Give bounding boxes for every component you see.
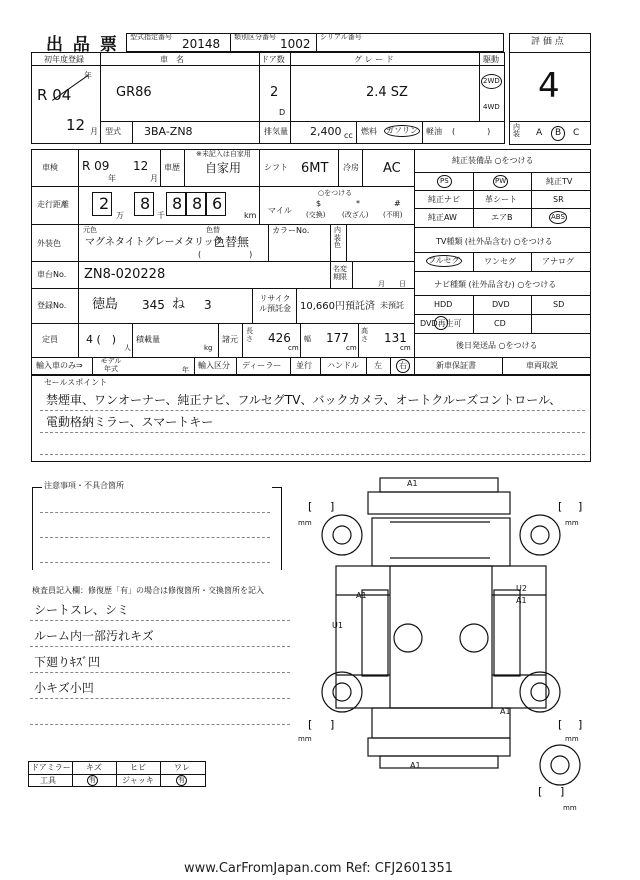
mileage-digit-2: 8: [140, 194, 151, 213]
reg-prefecture: 徳島: [92, 297, 119, 312]
handle-left: 左: [374, 361, 382, 370]
legend-tools: 工具: [40, 776, 56, 785]
dims-label: 諸元: [222, 335, 238, 344]
equip-aw: 純正AW: [428, 213, 457, 222]
tv-oneseg: ワンセグ: [484, 257, 516, 266]
inspection-month: 12: [133, 159, 149, 173]
class-no-label: 類別区分番号: [234, 33, 276, 41]
insp-year-label: 年: [108, 174, 116, 183]
inspection-label: 車検: [42, 163, 58, 172]
sales-line-1: 禁煙車、ワンオーナー、純正ナビ、フルセグTV、バックカメラ、オートクルーズコントロール、: [46, 393, 562, 407]
damage-mark-rear-bumper: A1: [410, 761, 421, 770]
equip-sr: SR: [553, 195, 564, 204]
legend-jack: ジャッキ: [122, 776, 154, 785]
model-no: 20148: [182, 37, 221, 51]
grade: 2.4 SZ: [366, 85, 408, 100]
inspector-label: 検査員記入欄：修復歴「有」の場合は修復箇所・交換箇所を記入: [32, 586, 264, 595]
tv-fullseg: フルセグ: [428, 256, 460, 265]
mileage-digit-4: 8: [192, 194, 203, 213]
recycle-amount: 10,660円預託済: [300, 301, 375, 312]
reg-kana: ね: [172, 297, 186, 312]
damage-mark-right-front-2: A1: [516, 596, 527, 605]
model-no-label: 型式指定番号: [130, 33, 172, 41]
note-line-1: シートスレ、シミ: [34, 603, 129, 617]
height: 131: [384, 331, 407, 345]
import-dealer: ディーラー: [242, 361, 282, 370]
legend-tools-yes: 有: [89, 776, 96, 784]
handle-label: ハンドル: [327, 361, 359, 370]
drive-label: 駆動: [483, 55, 499, 64]
svg-text:]: ]: [330, 500, 335, 513]
meter-tamper-sym: *: [356, 199, 360, 208]
equip-pw: PW: [493, 175, 508, 188]
month-label: 月: [90, 127, 98, 136]
fuel-gasoline: ガソリン: [386, 126, 418, 135]
class-no: 1002: [280, 37, 311, 51]
grade-label: グ レ ー ド: [354, 55, 394, 64]
capacity-unit: 人: [124, 344, 131, 352]
svg-text:]: ]: [330, 718, 335, 731]
first-reg-era: R 04: [37, 86, 72, 104]
navi-title: ナビ種類 (社外品含む) ○をつける: [434, 280, 557, 289]
meter-swap-sym: $: [316, 199, 322, 208]
legend-crack: ヒビ: [130, 763, 146, 772]
equip-navi: 純正ナビ: [428, 195, 460, 204]
reg-class: 345: [142, 298, 165, 312]
doors-type: D: [279, 108, 286, 117]
svg-text:]: ]: [560, 785, 565, 798]
length: 426: [268, 331, 291, 345]
navi-dvd: DVD: [492, 300, 510, 309]
type-label: 型式: [105, 127, 121, 136]
navi-sd: SD: [553, 300, 565, 309]
car-name-label: 車 名: [160, 55, 184, 64]
equip-ps: PS: [437, 175, 452, 188]
type: 3BA-ZN8: [144, 125, 193, 138]
sales-label: セールスポイント: [44, 378, 108, 387]
car-name: GR86: [116, 85, 152, 100]
import-label: 輸入車のみ⇒: [36, 361, 83, 370]
ac-label: 冷房: [343, 163, 359, 172]
doors-label: ドア数: [261, 55, 285, 64]
color-mid-label: 色替: [206, 226, 220, 234]
svg-text:[: [: [558, 500, 563, 513]
color-label: 外装色: [37, 239, 61, 248]
color-no-label: カラーNo.: [272, 226, 310, 235]
width: 177: [326, 331, 349, 345]
equip-tv: 純正TV: [546, 177, 573, 186]
shift-label: シフト: [264, 163, 288, 172]
later-title: 後日発送品 ○をつける: [456, 341, 538, 350]
handle-right: 右: [396, 359, 410, 373]
disp-unit: cc: [344, 131, 353, 140]
notes-label: 注意事項・不具合箇所: [44, 481, 124, 490]
interior-color-label: 内装色: [334, 226, 341, 250]
fuel-label: 燃料: [361, 127, 377, 136]
legend-door-mirror: ドアミラー: [31, 763, 71, 772]
mileage-label: 走行距離: [37, 200, 69, 209]
fuel-diesel: 軽油: [426, 127, 442, 136]
reg-number: 3: [204, 298, 212, 312]
width-unit: cm: [346, 344, 357, 352]
color-original: マグネタイトグレーメタリック: [85, 237, 224, 248]
color-paren: ( ): [198, 250, 253, 259]
sales-line-2: 電動格納ミラー、スマートキー: [46, 415, 214, 429]
tire-unit-spare: mm: [563, 804, 577, 812]
legend-break: ワレ: [174, 763, 190, 772]
equip-airbag: エアB: [491, 213, 513, 222]
model-year-unit: 年: [182, 366, 189, 374]
meter-mile: マイル: [268, 206, 292, 215]
damage-mark-right-rear: A1: [500, 707, 511, 716]
drive-4wd: 4WD: [483, 103, 500, 111]
meter-swap: (交換): [306, 211, 326, 219]
equipment-title: 純正装備品 ○をつける: [452, 156, 534, 165]
inspection-era: R 09: [82, 159, 110, 173]
footer-watermark: www.CarFromJapan.com Ref: CFJ2601351: [184, 861, 454, 876]
serial-label: シリアル番号: [320, 33, 362, 41]
svg-text:]: ]: [578, 718, 583, 731]
mileage-digit-1: 2: [99, 194, 110, 213]
chassis-number: ZN8-020228: [84, 267, 166, 282]
note-line-2: ルーム内一部汚れキズ: [34, 629, 154, 643]
length-label: 長さ: [246, 327, 253, 343]
meter-tamper: (改ざん): [342, 211, 369, 219]
document-title: 出 品 票: [46, 35, 119, 55]
interior-grade-label: 内装: [513, 123, 520, 138]
disp-label: 排気量: [264, 127, 288, 136]
legend-scratch: キズ: [86, 763, 102, 772]
length-unit: cm: [288, 344, 299, 352]
shift: 6MT: [301, 161, 329, 176]
damage-mark-right-front: U2: [516, 584, 527, 593]
chassis-label: 車台No.: [37, 270, 67, 279]
drive-2wd: 2WD: [481, 74, 502, 89]
rating-label: 評 価 点: [531, 37, 564, 47]
navi-cd: CD: [494, 319, 506, 328]
height-unit: cm: [400, 344, 411, 352]
later-warranty: 新車保証書: [436, 361, 476, 370]
first-reg-label: 初年度登録: [44, 55, 84, 64]
tire-unit-rl: mm: [298, 735, 312, 743]
insp-month-label: 月: [150, 174, 158, 183]
capacity-label: 定員: [42, 335, 58, 344]
damage-mark-front-bumper: A1: [407, 479, 418, 488]
svg-text:[: [: [308, 500, 313, 513]
doors: 2: [270, 85, 279, 100]
name-change-date: 月 日: [378, 280, 406, 288]
usage-note: ※未記入は自家用: [196, 150, 251, 158]
recycle-unpaid: 未預託: [380, 301, 404, 310]
navi-hdd: HDD: [434, 300, 453, 309]
tv-analog: アナログ: [542, 257, 574, 266]
mileage-man: 万: [116, 211, 124, 220]
note-line-3: 下廻りｷｽﾞ凹: [34, 655, 101, 669]
interior-b: B: [551, 126, 565, 141]
width-label: 幅: [304, 335, 311, 343]
height-label: 高さ: [361, 327, 368, 343]
reg-label: 登録No.: [37, 301, 67, 310]
damage-mark-left-door: U1: [332, 621, 343, 630]
equip-leather: 革シート: [485, 195, 517, 204]
load-unit: kg: [204, 344, 213, 352]
tire-unit-fr: mm: [565, 519, 579, 527]
svg-text:[: [: [538, 785, 543, 798]
disp: 2,400: [310, 125, 342, 138]
navi-dvd-playback: DVD再生可: [420, 319, 462, 328]
tv-title: TV種類 (社外品含む) ○をつける: [436, 237, 553, 246]
fuel-other: ( ): [452, 127, 491, 136]
color-change: 色替無: [213, 235, 250, 249]
load-label: 積載量: [136, 335, 160, 344]
tire-unit-rr: mm: [565, 735, 579, 743]
rating-score: 4: [538, 66, 560, 106]
mileage-digit-5: 6: [212, 194, 223, 213]
tire-unit-fl: mm: [298, 519, 312, 527]
meter-unknown-sym: #: [394, 199, 401, 208]
import-parallel: 並行: [296, 361, 312, 370]
capacity: 4 ( ): [86, 333, 117, 346]
meter-unknown: (不明): [383, 211, 403, 219]
interior-c: C: [573, 128, 580, 138]
model-year-label: モデル年式: [100, 357, 122, 373]
meter-note: ○をつける: [318, 189, 353, 197]
import-type-label: 輸入区分: [198, 361, 230, 370]
usage-label: 車歴: [164, 163, 180, 172]
color-orig-label: 元色: [83, 226, 97, 234]
year-label: 年: [84, 71, 92, 80]
svg-text:[: [: [558, 718, 563, 731]
svg-text:]: ]: [578, 500, 583, 513]
damage-mark-left-front: A1: [356, 591, 367, 600]
interior-a: A: [536, 128, 543, 138]
recycle-label: リサイクル預託金: [259, 294, 291, 313]
equip-abs: ABS: [549, 211, 567, 224]
first-reg-month: 12: [66, 116, 86, 134]
ac: AC: [383, 161, 401, 176]
name-change-label: 名変期限: [333, 265, 347, 282]
mileage-unit: km: [244, 211, 257, 220]
mileage-digit-3: 8: [172, 194, 183, 213]
legend-jack-yes: 有: [178, 776, 185, 784]
usage: 自家用: [205, 161, 242, 175]
mileage-sen: 千: [157, 211, 165, 220]
svg-text:[: [: [308, 718, 313, 731]
car-damage-diagram: [290, 470, 600, 810]
note-line-4: 小キズ小凹: [34, 681, 94, 695]
later-manual: 車両取説: [526, 361, 558, 370]
